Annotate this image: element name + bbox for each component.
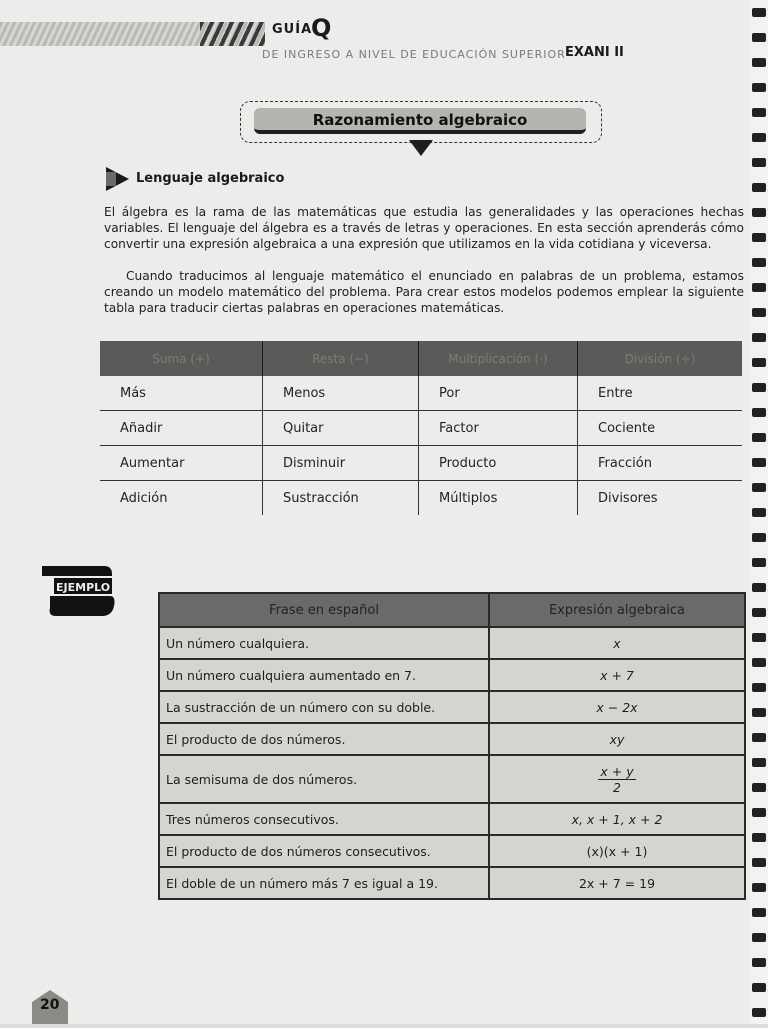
spiral-ring: [752, 33, 766, 42]
spiral-ring: [752, 358, 766, 367]
spiral-ring: [752, 958, 766, 967]
phrase-cell: Tres números consecutivos.: [159, 803, 489, 835]
spiral-ring: [752, 58, 766, 67]
table-row: [159, 803, 745, 835]
spiral-ring: [752, 483, 766, 492]
example-header-row: [159, 593, 745, 627]
translation-paragraph: Cuando traducimos al lenguaje matemático el enunciado en palabras de un problema, estamos creando un modelo matemático del problema. Para crear estos modelos podemos emplear la siguiente tabla para traducir ciertas palabras en operaciones matemáticas.: [104, 269, 744, 315]
spiral-ring: [752, 458, 766, 467]
spiral-ring: [752, 333, 766, 342]
phrase-cell: Un número cualquiera aumentado en 7.: [159, 659, 489, 691]
fraction: [598, 764, 635, 795]
banner-arrow-icon: [409, 140, 433, 156]
table-cell: Quitar: [263, 411, 419, 446]
example-header-phrase: Frase en español: [159, 593, 489, 627]
table-cell: Más: [100, 376, 263, 411]
vocab-header-multiplication: Multiplicación (·): [419, 341, 578, 376]
fraction-numerator: x + y: [600, 763, 634, 779]
spiral-ring: [752, 683, 766, 692]
expression-cell: xy: [489, 723, 745, 755]
expression-cell: x, x + 1, x + 2: [489, 803, 745, 835]
spiral-ring: [752, 433, 766, 442]
spiral-ring: [752, 633, 766, 642]
table-cell: Por: [419, 376, 578, 411]
guide-subtitle: DE INGRESO A NIVEL DE EDUCACIÓN SUPERIOR: [262, 48, 566, 61]
table-row: [159, 691, 745, 723]
spiral-ring: [752, 1008, 766, 1017]
table-cell: Añadir: [100, 411, 263, 446]
phrase-cell: El producto de dos números consecutivos.: [159, 835, 489, 867]
spiral-ring: [752, 258, 766, 267]
table-row: [159, 835, 745, 867]
spiral-ring: [752, 658, 766, 667]
spiral-ring: [752, 8, 766, 17]
play-bullet-icon: [104, 166, 130, 192]
spiral-ring: [752, 133, 766, 142]
spiral-ring: [752, 708, 766, 717]
phrase-cell: La sustracción de un número con su doble.: [159, 691, 489, 723]
phrase-cell: La semisuma de dos números.: [159, 755, 489, 803]
spiral-ring: [752, 808, 766, 817]
spiral-ring: [752, 908, 766, 917]
header-slashes-decoration: [200, 22, 265, 46]
table-cell: Entre: [578, 376, 743, 411]
table-cell: Factor: [419, 411, 578, 446]
vocab-header-addition: Suma (+): [100, 341, 263, 376]
spiral-ring: [752, 158, 766, 167]
table-row: [100, 481, 742, 516]
table-row: [159, 659, 745, 691]
spiral-ring: [752, 108, 766, 117]
table-cell: Fracción: [578, 446, 743, 481]
spiral-binding: [750, 0, 768, 1024]
table-row: [100, 411, 742, 446]
spiral-ring: [752, 933, 766, 942]
spiral-ring: [752, 308, 766, 317]
expression-cell: x: [489, 627, 745, 659]
guide-title: GUÍA: [272, 22, 313, 37]
table-cell: Menos: [263, 376, 419, 411]
example-header-expression: Expresión algebraica: [489, 593, 745, 627]
spiral-ring: [752, 983, 766, 992]
intro-paragraph: El álgebra es la rama de las matemáticas que estudia las generalidades y las operaciones hechas variables. El lenguaje del álgebra es a través de letras y operaciones. En esta sección aprenderás cómo convertir una expresión algebraica a una expresión que utilizamos en la vida cotidiana y viceversa.: [104, 205, 744, 251]
spiral-ring: [752, 758, 766, 767]
page-number-badge: [28, 988, 72, 1024]
vocab-header-division: División (÷): [578, 341, 743, 376]
spiral-ring: [752, 558, 766, 567]
phrase-cell: Un número cualquiera.: [159, 627, 489, 659]
table-cell: Cociente: [578, 411, 743, 446]
spiral-ring: [752, 533, 766, 542]
spiral-ring: [752, 883, 766, 892]
vocab-header-subtraction: Resta (−): [263, 341, 419, 376]
spiral-ring: [752, 833, 766, 842]
spiral-ring: [752, 508, 766, 517]
operations-vocabulary-table: [100, 341, 742, 515]
table-cell: Adición: [100, 481, 263, 516]
table-row: [100, 376, 742, 411]
ejemplo-badge-label: EJEMPLO: [56, 581, 111, 594]
expression-cell: [489, 755, 745, 803]
spiral-ring: [752, 208, 766, 217]
subsection-title: Lenguaje algebraico: [136, 171, 285, 186]
spiral-ring: [752, 183, 766, 192]
phrase-cell: El producto de dos números.: [159, 723, 489, 755]
fraction-denominator: 2: [613, 779, 621, 795]
table-row: [159, 723, 745, 755]
spiral-ring: [752, 608, 766, 617]
table-cell: Divisores: [598, 490, 658, 506]
spiral-ring: [752, 408, 766, 417]
guide-logo-q: Q: [311, 14, 332, 42]
section-banner: [254, 108, 586, 134]
table-cell: Sustracción: [263, 481, 419, 516]
spiral-ring: [752, 383, 766, 392]
example-translation-table: [158, 592, 746, 900]
spiral-ring: [752, 233, 766, 242]
expression-cell: x + 7: [489, 659, 745, 691]
table-cell: Disminuir: [263, 446, 419, 481]
table-cell: Aumentar: [100, 446, 263, 481]
exam-name: EXANI II: [565, 45, 624, 60]
expression-cell: (x)(x + 1): [489, 835, 745, 867]
spiral-ring: [752, 783, 766, 792]
spiral-ring: [752, 583, 766, 592]
ejemplo-badge-icon: [40, 562, 116, 622]
section-title: Razonamiento algebraico: [312, 111, 528, 129]
table-cell: Producto: [419, 446, 578, 481]
table-row: [159, 627, 745, 659]
spiral-ring: [752, 283, 766, 292]
spiral-ring: [752, 858, 766, 867]
spiral-ring: [752, 83, 766, 92]
expression-cell: x − 2x: [489, 691, 745, 723]
table-cell: Múltiplos: [419, 481, 578, 516]
page-number: 20: [40, 997, 60, 1013]
table-row: [159, 867, 745, 899]
table-row: [159, 755, 745, 803]
expression-cell: 2x + 7 = 19: [489, 867, 745, 899]
phrase-cell: El doble de un número más 7 es igual a 19.: [159, 867, 489, 899]
vocab-header-row: [100, 341, 742, 376]
spiral-ring: [752, 733, 766, 742]
table-row: [100, 446, 742, 481]
